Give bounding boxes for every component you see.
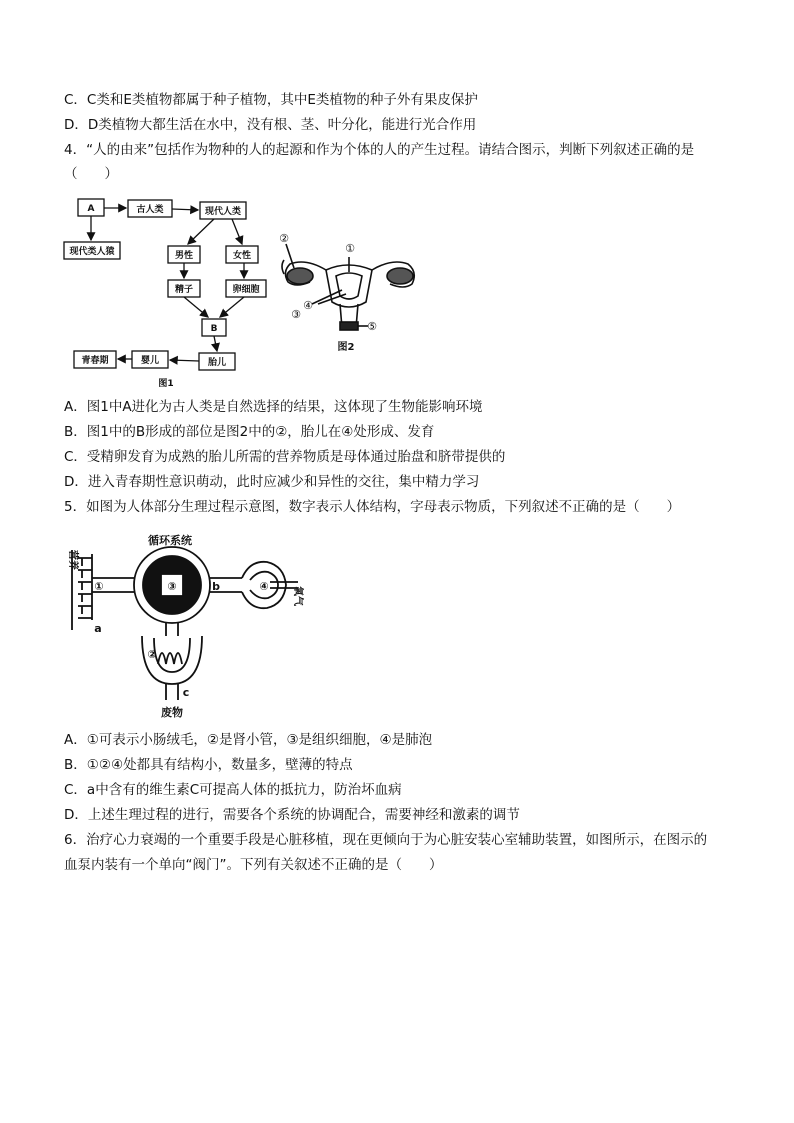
box-modern-label: 现代人类 [204, 207, 242, 217]
box-baby-label: 婴儿 [140, 356, 160, 366]
fig2-label-3: ③ [291, 308, 301, 321]
fig3-label-c: c [182, 686, 190, 699]
option-d-previous: D．D类植物大都生活在水中，没有根、茎、叶分化，能进行光合作用 [64, 117, 477, 133]
question-4-option-d: D．进入青春期性意识萌动，此时应减少和异性的交往，集中精力学习 [64, 474, 480, 490]
box-ancient-label: 古人类 [136, 205, 164, 215]
question-6-stem-continued: 血泵内装有一个单向“阀门”。下列有关叙述不正确的是（ ） [64, 857, 443, 873]
fig3-label-1: ① [94, 580, 104, 593]
option-c-previous: C．C类和E类植物都属于种子植物，其中E类植物的种子外有果皮保护 [64, 92, 478, 108]
box-a-label: A [87, 204, 95, 214]
figure-1-caption: 图1 [158, 379, 174, 389]
fig3-label-a: a [94, 622, 102, 635]
box-egg-label: 卵细胞 [232, 285, 260, 295]
question-5-option-a: A．①可表示小肠绒毛，②是肾小管，③是组织细胞，④是肺泡 [64, 732, 433, 748]
question-5-option-c: C．a中含有的维生素C可提高人体的抵抗力，防治坏血病 [64, 782, 402, 798]
fig2-label-2: ② [279, 232, 289, 245]
right-ovary [387, 268, 413, 284]
fig3-label-2: ② [147, 648, 157, 661]
fig2-label-4: ④ [303, 299, 313, 312]
box-female-label: 女性 [232, 251, 252, 261]
circulation-label: 循环系统 [148, 534, 192, 547]
question-5-stem: 5．如图为人体部分生理过程示意图，数字表示人体结构，字母表示物质，下列叙述不正确的是（ ） [64, 499, 681, 515]
question-4-option-a: A．图1中A进化为古人类是自然选择的结果，这体现了生物能影响环境 [64, 399, 483, 415]
question-4-option-b: B．图1中的B形成的部位是图2中的②，胎儿在④处形成、发育 [64, 424, 435, 440]
fig2-label-1: ① [345, 242, 355, 255]
question-5-option-d: D．上述生理过程的进行，需要各个系统的协调配合，需要神经和激素的调节 [64, 807, 520, 823]
fig2-label-5: ⑤ [367, 320, 377, 333]
figure-3-physiology-diagram [62, 530, 312, 722]
box-b-label: B [210, 324, 218, 334]
question-6-stem: 6．治疗心力衰竭的一个重要手段是心脏移植，现在更倾向于为心脏安装心室辅助装置，如图所示，在图示的 [64, 832, 708, 848]
question-4-paren: （ ） [64, 166, 118, 182]
left-ovary [287, 268, 313, 284]
question-4-stem: 4．“人的由来”包括作为物种的人的起源和作为个体的人的产生过程。请结合图示，判断下列叙述正确的是 [64, 142, 695, 158]
box-fetus-label: 胎儿 [207, 358, 227, 368]
box-puberty-label: 青春期 [81, 356, 109, 366]
figure-2-reproductive-system [276, 230, 426, 360]
nutrition-label-line1: 营养 [67, 550, 78, 570]
question-5-option-b: B．①②④处都具有结构小，数量多，壁薄的特点 [64, 757, 353, 773]
figure-2-caption: 图2 [337, 342, 355, 353]
waste-label: 废物 [161, 706, 183, 719]
villi [78, 554, 92, 620]
fig3-label-3: ③ [167, 580, 177, 593]
fig3-label-b: b [212, 580, 220, 593]
box-ape-label: 现代类人猿 [69, 247, 115, 257]
oxygen-label: 氧气 [292, 586, 303, 606]
question-4-option-c: C．受精卵发育为成熟的胎儿所需的营养物质是母体通过胎盘和脐带提供的 [64, 449, 506, 465]
box-sperm-label: 精子 [174, 285, 194, 295]
fig3-label-4: ④ [259, 580, 269, 593]
box-male-label: 男性 [174, 251, 194, 261]
figure-1-flowchart [62, 192, 282, 392]
